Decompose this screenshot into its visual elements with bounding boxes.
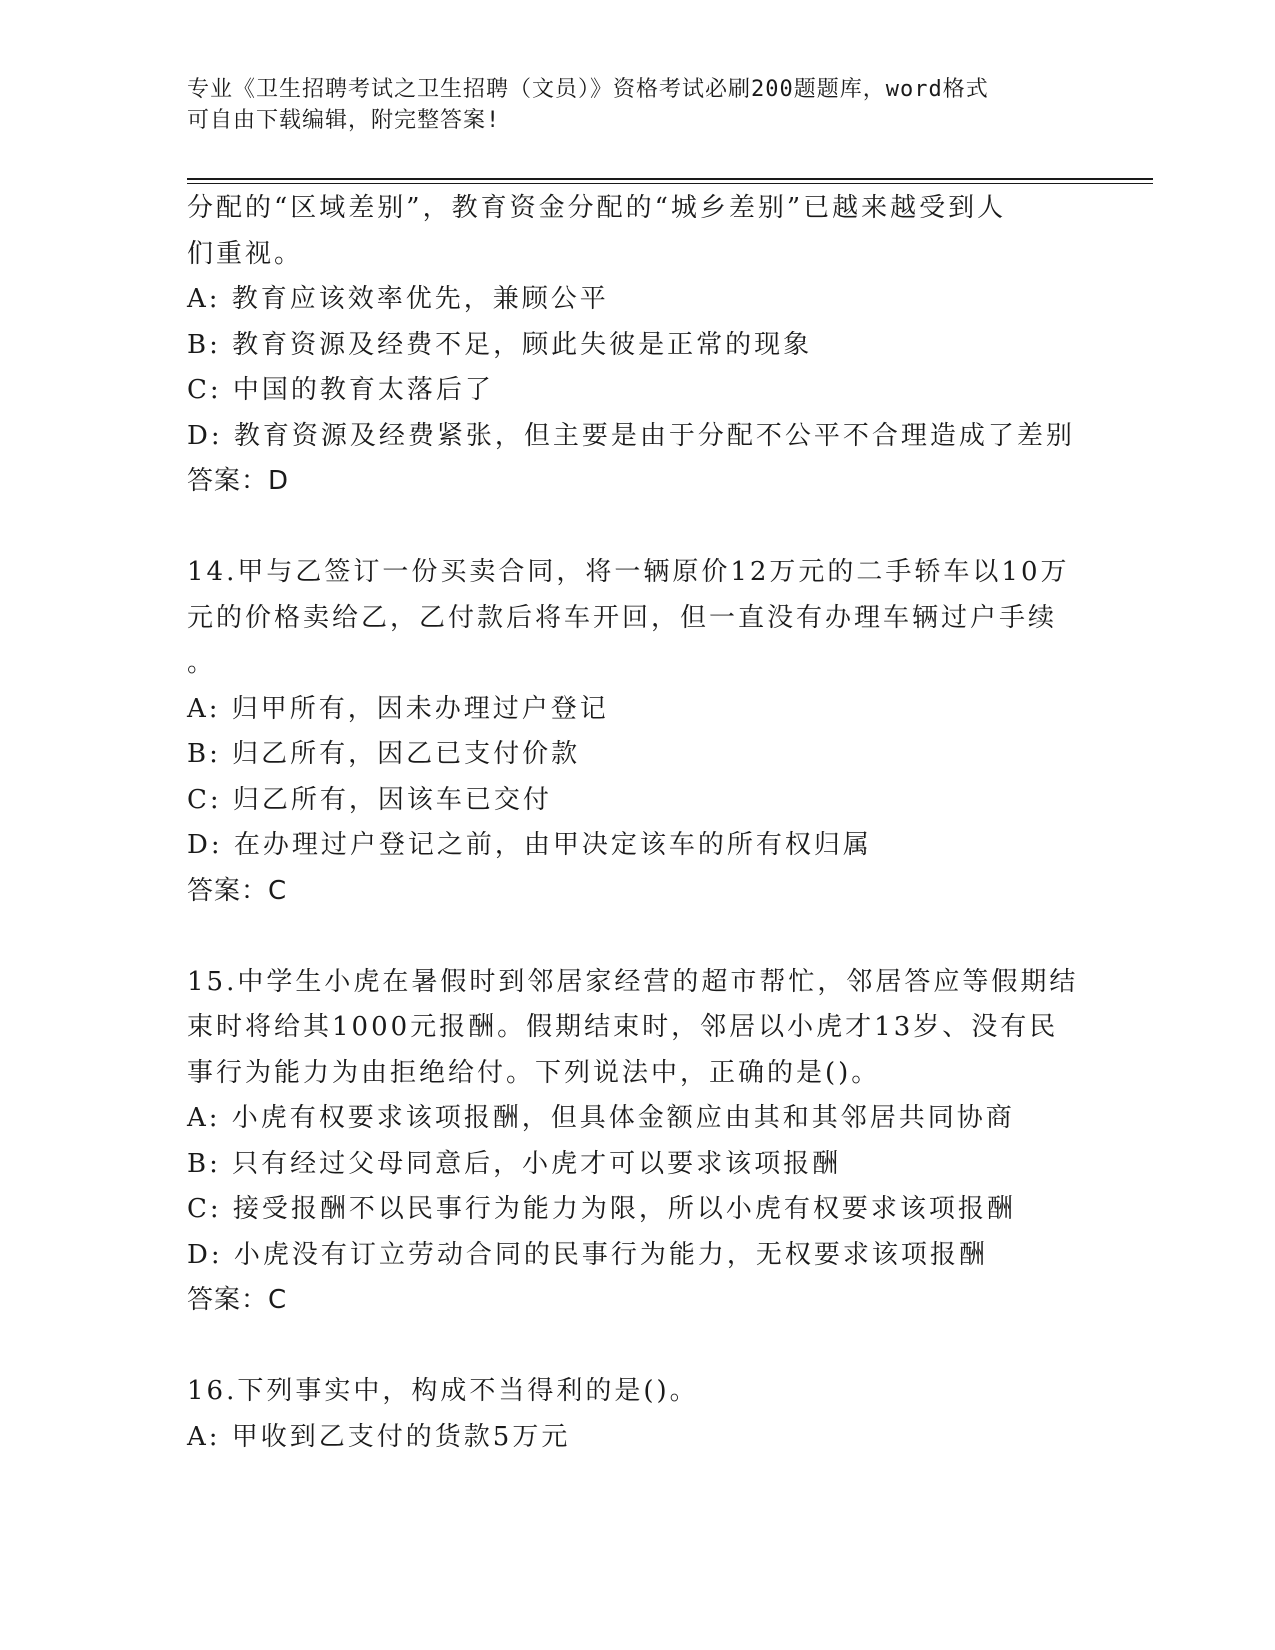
option-d: D: 教育资源及经费紧张，但主要是由于分配不公平不合理造成了差别 bbox=[187, 420, 1075, 451]
option-b: B: 归乙所有，因乙已支付价款 bbox=[187, 739, 581, 769]
option-c: C: 归乙所有，因该车已交付 bbox=[187, 784, 552, 815]
question-stem-line: 14.甲与乙签订一份买卖合同，将一辆原价12万元的二手轿车以10万 bbox=[187, 557, 1070, 587]
option-b: B: 只有经过父母同意后，小虎才可以要求该项报酬 bbox=[187, 1148, 842, 1179]
question-stem-line: 15.中学生小虎在暑假时到邻居家经营的超市帮忙，邻居答应等假期结 bbox=[187, 966, 1079, 997]
spacer bbox=[187, 914, 1087, 960]
header-divider-thick bbox=[187, 178, 1153, 180]
question-16 bbox=[187, 1369, 1087, 1460]
question-stem-line: 16.下列事实中，构成不当得利的是()。 bbox=[187, 1376, 699, 1406]
option-a: A: 小虎有权要求该项报酬，但具体金额应由其和其邻居共同协商 bbox=[187, 1103, 1015, 1133]
question-list bbox=[187, 186, 1087, 1460]
question-stem-line: 分配的“区域差别”，教育资金分配的“城乡差别”已越来越受到人 bbox=[187, 193, 1007, 223]
question-13-continuation bbox=[187, 186, 1087, 505]
question-stem-line: 。 bbox=[187, 648, 217, 678]
question-stem-line: 事行为能力为由拒绝给付。下列说法中，正确的是()。 bbox=[187, 1057, 881, 1088]
answer-line: 答案：D bbox=[187, 466, 290, 496]
option-c: C: 中国的教育太落后了 bbox=[187, 375, 494, 405]
spacer bbox=[187, 1324, 1087, 1370]
option-b: B: 教育资源及经费不足，顾此失彼是正常的现象 bbox=[187, 329, 813, 360]
question-stem-line: 束时将给其1000元报酬。假期结束时，邻居以小虎才13岁、没有民 bbox=[187, 1012, 1059, 1042]
question-stem-line: 们重视。 bbox=[187, 238, 304, 269]
document-header bbox=[187, 74, 1067, 136]
option-d: D: 在办理过户登记之前，由甲决定该车的所有权归属 bbox=[187, 830, 872, 860]
answer-line: 答案：C bbox=[187, 875, 288, 906]
question-15 bbox=[187, 960, 1087, 1324]
header-divider-thin bbox=[187, 183, 1153, 184]
spacer bbox=[187, 505, 1087, 551]
header-line-1: 专业《卫生招聘考试之卫生招聘（文员）》资格考试必刷200题题库，word格式 bbox=[187, 77, 989, 102]
option-a: A: 甲收到乙支付的货款5万元 bbox=[187, 1421, 571, 1452]
option-d: D: 小虎没有订立劳动合同的民事行为能力，无权要求该项报酬 bbox=[187, 1239, 988, 1270]
option-c: C: 接受报酬不以民事行为能力为限，所以小虎有权要求该项报酬 bbox=[187, 1194, 1016, 1224]
question-stem-line: 元的价格卖给乙，乙付款后将车开回，但一直没有办理车辆过户手续 bbox=[187, 602, 1058, 633]
answer-line: 答案：C bbox=[187, 1285, 288, 1315]
option-a: A: 教育应该效率优先，兼顾公平 bbox=[187, 284, 609, 314]
option-a: A: 归甲所有，因未办理过户登记 bbox=[187, 693, 609, 724]
header-line-2: 可自由下载编辑，附完整答案! bbox=[187, 108, 501, 133]
question-14 bbox=[187, 550, 1087, 914]
